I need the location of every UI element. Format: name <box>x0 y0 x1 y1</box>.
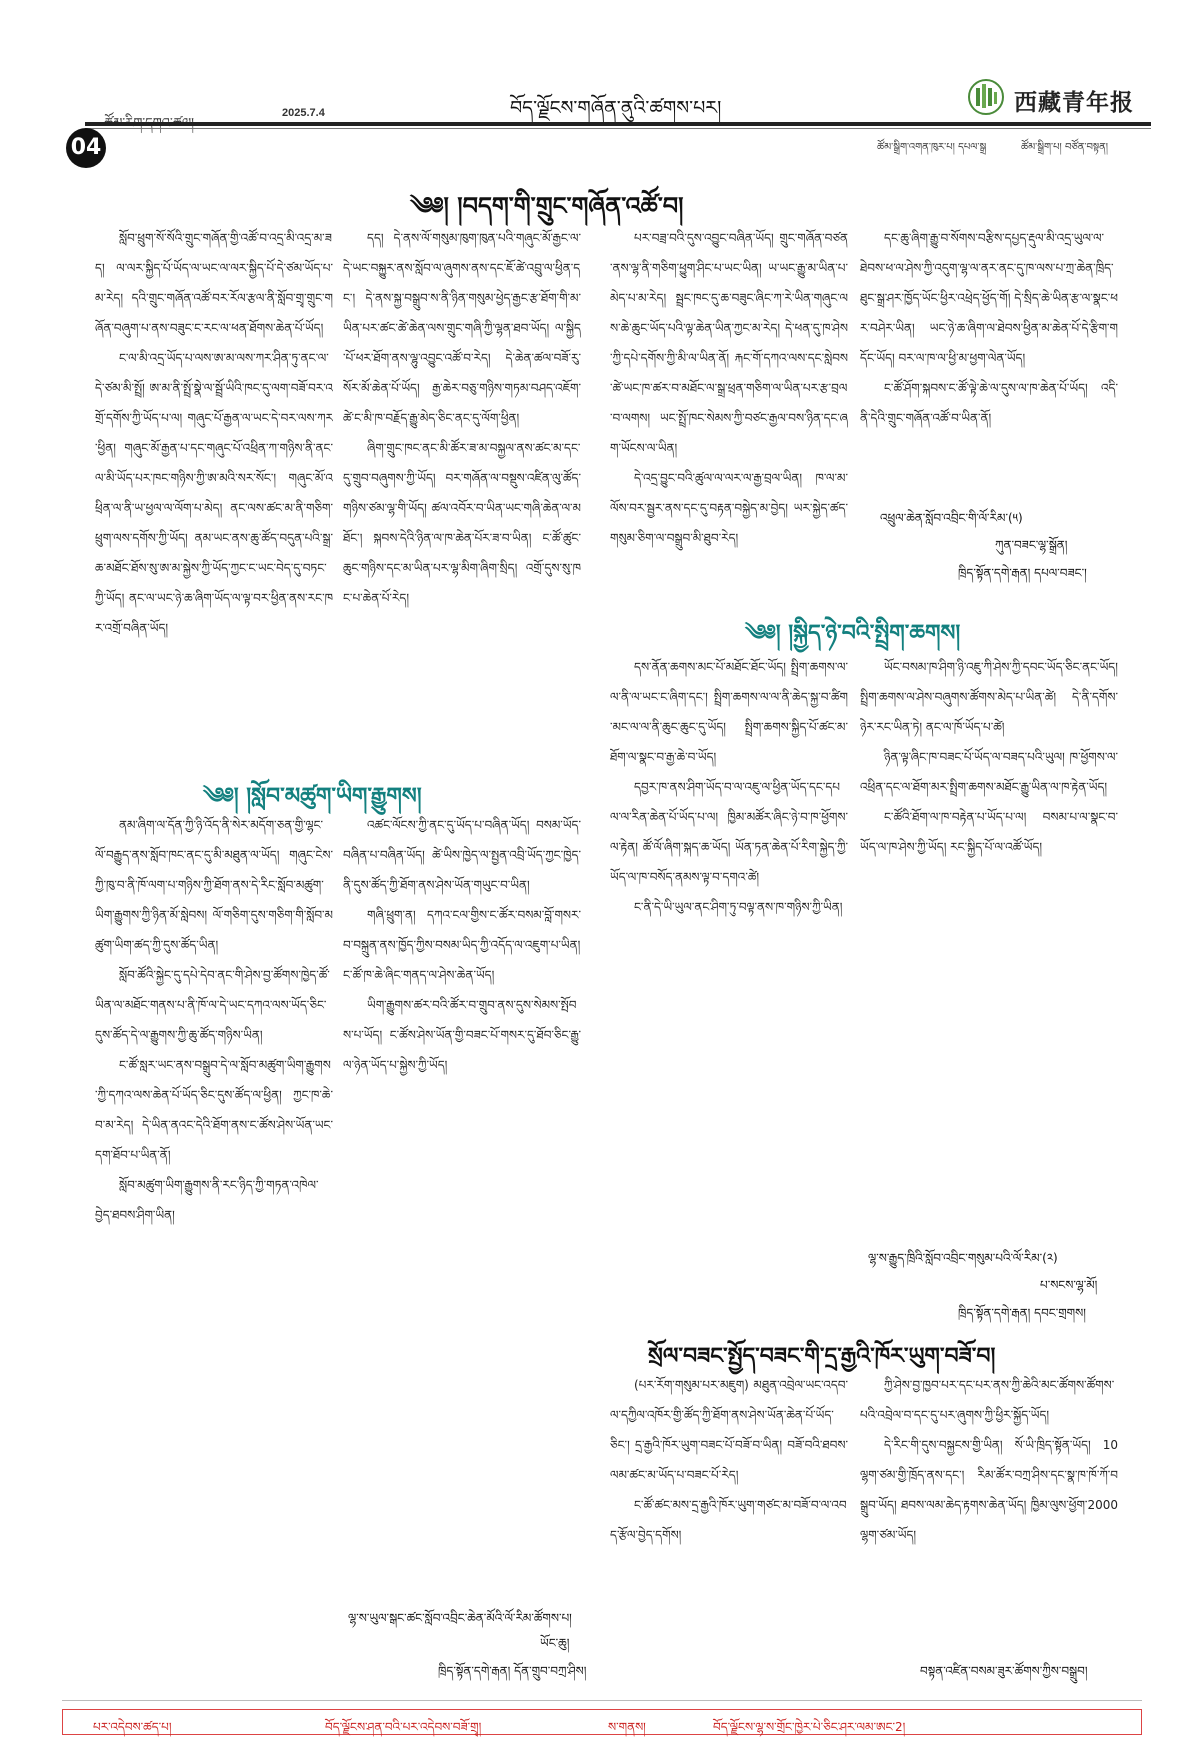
paragraph: ང་ལ་མི་འདྲ་ཡོད་པ་ལས་ཨ་མ་ལས་ཀར་ཤིན་ཏུ་ནང་ལ་དེ་ཙམ་མི་སྤྲོ། ཨ་མ་ནི་སྤྲོ་སྣེ་ལ་སྦྲོ་ཡིའི་ཁང་དུ་ལག་བཟོ་བར་འགྲོ་དགོས་ཀྱི་ཡོད་པ་ལ། གཞུང་པོ་རྒྱན་ལ་ཡང་དེ་བར་ལས་ཀར་ཕྱིན། གཞུང་མོ་རྒྱན་པ་དང་གཞུང་པོ་འཕྲིན་ཀ་གཉིས་ནི་ནང་ལ་མི་ཡོད་པར་ཁང་གཉིས་ཀྱི་ཨ་མའི་སར་སོང་། གཞུང་མོ་འཕྲིན་ལ་ནི་ཡ་ཕྱལ་ལ་ལོག་པ་མེད། ནང་ལས་ཚང་མ་ནི་གཅིག་ཕྲུག་ལས་དགོས་ཀྱི་ཡོད། ནམ་ཡང་ནས་ཆུ་ཚོད་བདུན་པའི་སྒྲ་ཆ་མཐོང་ཐོས་སུ་ཨ་མ་སྐྱེས་ཀྱི་ཡོད་ཀྱང་ང་ཡང་བེད་དུ་བཏང་ཀྱི་ཡོད། ནང་ལ་ཡང་ཉེ་ཆ་ཞིག་ཡོད་ལ་ལྟ་བར་ཕྱིན་ནས་རང་ཁར་འགྲོ་བཞིན་ཡོད། <box>95 351 333 635</box>
article-2-column-1 <box>95 810 333 1690</box>
article-title-second: ༄༅། །སློབ་མཚུག་ཡིག་རྒྱུགས། <box>203 784 422 809</box>
paragraph: དད། དེ་ནས་ལོ་གསུམ་ཁུག་ཁུན་པའི་གཞུང་མོ་རྒྱང་ལ་དེ་ཡང་བསྐྱུར་ནས་སློབ་ལ་ཞུགས་ནས་དང་ཇོ་ཚེ་འབྲུ་ལ་ཕྱིན་དང་། དེ་ནས་སྐྱ་བསྒྲུབ་ས་ནི་ཉིན་གསུམ་ཕྱེད་རྒྱང་རྩ་ཐོག་གི་མ་ཡིན་པར་ཚང་ཚེ་ཆེན་ལས་གྲུང་གཞི་ཀྱི་ལྷན་ཐབ་ཡོད། ལ་སྐྱིད་པོ་ཕར་ཐོག་ནས་ལྷུ་འབྱུང་འཚོ་བ་རེད། དེ་ཆེན་ཚལ་བཟོ་རུ་སོར་མོ་ཆེན་པོ་ཡོད། རྒྱ་ཆེར་བཅུ་གཉིས་གཏམ་བཤད་འཇོག་ཚེ་ང་མི་ཁ་བརྗོད་རྒྱུ་མེད་ཅིང་ནང་དུ་ལོག་ཕྱིན། <box>343 231 581 425</box>
paragraph: ང་ནི་དེ་ཡི་ཡུལ་ནང་ཤིག་ཏུ་བལྟ་ནས་ཁ་གཉིས་ཀྱི་ཡིན། <box>634 900 843 914</box>
footer-printer: བོད་ལྗོངས་ཤན་བའི་པར་འདེབས་བཟོ་གྲྭ། <box>325 1720 482 1734</box>
article-title-main: ༄༅། །བདག་གི་གྲུང་གཞོན་འཚོ་བ། <box>410 192 684 220</box>
paragraph: འཚང་ལོངས་ཀྱི་ནང་དུ་ཡོད་པ་བཞིན་ཡོད། བསམ་ཡོད་བཞིན་པ་བཞིན་ཡོད། ཚེ་ཡིས་ཁྱེད་ལ་སྤྱན་འབྲི་ཡོད་ཀྱང་ཁྱེད་ནི་དུས་ཚོད་ཀྱི་ཐོག་ནས་ཤེས་ཡོན་གཡུང་བ་ཡིན། <box>343 818 581 892</box>
footer-bar <box>62 1709 1142 1735</box>
byline-author: བསྟན་འཛིན་བསམ་ཟུར་ཚོགས་ཀྱིས་བསྒྲུབ། <box>920 1664 1088 1678</box>
masthead <box>0 0 1202 165</box>
byline-school: ལྷ་ས་ཡུལ་སྒང་ཚང་སློབ་འབྲིང་ཆེན་མོའི་ལོ་རིམ་ཚོགས་པ། <box>348 1611 572 1625</box>
footer-rule <box>62 1700 1142 1701</box>
paragraph: སློབ་ཕྲུག་སོ་སོའི་གྲུང་གཞོན་གྱི་འཚོ་བ་འདྲ་མི་འདྲ་མ་ཟད། ལ་ལར་སྐྱིད་པོ་ཡོད་ལ་ཡང་ལ་ལར་སྐྱིད་པོ་དེ་ཙམ་ཡོད་པ་མ་རེད། དའི་གྲུང་གཞོན་འཚོ་བར་རོལ་རྩལ་ནི་སློབ་གྲྭ་གྲུང་གཞོན་བཞུག་པ་ནས་བཟུང་ང་རང་ལ་ཕན་ཐོགས་ཆེན་པོ་ཡོད། <box>95 231 333 335</box>
byline-teacher: ཁྲིད་སྟོན་དགེ་རྒན། དོན་གྲུབ་བཀྲ་ཤིས། <box>438 1664 587 1678</box>
article-4-column-2 <box>860 1370 1118 1640</box>
footer-address-label: ས་གནས། <box>608 1720 646 1734</box>
byline-school: འཕྲུལ་ཆེན་སློབ་འབྲིང་གི་ལོ་རིམ་(༥) <box>880 511 1023 525</box>
article-1-column-4 <box>860 223 1118 493</box>
byline-school: ལྷ་ས་རྒྱུད་ཁྲིའི་སློབ་འབྲིང་གསུམ་པའི་ལོ་རིམ་(༢) <box>868 1251 1058 1265</box>
paragraph: ནམ་ཞིག་ལ་དོན་ཀྱི་ཉི་འོད་ནི་སེར་མདོག་ཅན་གྱི་ལྷང་ལོ་བརྒྱུད་ནས་སློབ་ཁང་ནང་དུ་མི་མཐུན་ལ་ཡོད། གཞུང་ངེས་ཀྱི་ཁུ་བ་ནི་ཁོ་ལག་པ་གཉིས་ཀྱི་ཐོག་ནས་དེ་རིང་སློབ་མཚུག་ཡིག་རྒྱུགས་ཀྱི་ཉིན་མོ་སླེབས། ལོ་གཅིག་དུས་གཅིག་གི་སློབ་མཚུག་ཡིག་ཚད་ཀྱི་དུས་ཚོད་ཡིན། <box>95 818 333 952</box>
header-rule <box>85 122 1151 126</box>
paragraph: ང་ཚོའི་ཐོག་ལ་ཁ་བརྟེན་པ་ཡོད་པ་ལ། བསམ་པ་ལ་སྣང་བ་ཡོད་ལ་ཁ་ཤེས་ཀྱི་ཡོད། རང་སྐྱིད་པོ་ལ་འཚོ་ཡོད། <box>860 810 1118 854</box>
paragraph: དེ་འདྲ་བྱུང་བའི་ཚུལ་ལ་ལར་ལ་རྒྱ་བྲལ་ཡིན། ཁ་ལ་མ་ལོས་བར་སྦྱར་ནས་དང་དུ་བརྟན་བསྐྱེད་མ་བྱེད། ཡར་སྐྱེད་ཚད་གསུམ་ཅིག་ལ་བསྒྲུབ་མི་ཐུབ་རེད། <box>610 471 848 545</box>
paragraph: (པར་རོག་གསུམ་པར་མཇུག) མཐུན་འབྲེལ་ཡང་འདབ་ལ་དཀྱིལ་འཁོར་གྱི་ཚོད་ཀྱི་ཐོག་ནས་ཤེས་ཡོན་ཆེན་པོ་ཡོད་ཅིང་། དྲ་རྒྱའི་ཁོར་ཡུག་བཟང་པོ་བཟོ་བ་ཡིན། བཟོ་བའི་ཐབས་ལམ་ཚང་མ་ཡོད་པ་བཟང་པོ་རེད། <box>610 1378 848 1482</box>
paragraph: ཀྱི་ཤེས་བྱ་ཁྱབ་པར་དང་པར་ནས་ཀྱི་ཆེའི་མང་ཚོགས་ཚོགས་པའི་འབྲེལ་བ་དང་དུ་པར་ཞུགས་ཀྱི་ཕྱིར་སྐྱོད་ཡོད། <box>860 1378 1115 1422</box>
article-2-column-2 <box>343 810 581 1590</box>
paragraph: དས་ནོན་ཆགས་མང་པོ་མཐོང་ཐོང་ཡོད། སྤྲིག་ཆགས་ལ་ལ་ནི་ལ་ཡང་ང་ཞིག་དང་། སྤྲིག་ཆགས་ལ་ལ་ནི་ཆེད་སྐྱ་བ་ཚིག་མང་ལ་ལ་ནི་ཆུང་ཆུང་དུ་ཡོད། སྤྲིག་ཆགས་སྐྱིད་པོ་ཚང་མ་ཐོག་ལ་སྣང་བ་རྒྱ་ཆེ་བ་ཡོད། <box>610 660 848 764</box>
footer-address: བོད་ལྗོངས་ལྷ་ས་གྲོང་ཁྱེར་པེ་ཅིང་ཤར་ལམ་ཨང་2། <box>713 1720 906 1734</box>
section-name <box>104 108 194 145</box>
byline-author: ཀུན་བཟང་ལྷ་སྒྲོན། <box>995 538 1068 552</box>
paragraph: ཡིག་རྒྱུགས་ཚར་བའི་ཚོར་བ་གྲུབ་ནས་དུས་སེམས་སྤོབས་པ་ཡོད། ང་ཚོས་ཤེས་ཡོན་གྱི་བཟང་པོ་གསར་དུ་ཐོབ་ཅིང་རྒྱུ་ལ་ཉེན་ཡོད་པ་སྐྱེས་ཀྱི་ཡོད། <box>343 998 581 1072</box>
byline-author: པ་སངས་ལྷ་མོ། <box>1040 1278 1098 1292</box>
editor: ཚོམ་སྒྲིག་པ། བཙོན་བསྟན། <box>1021 142 1109 153</box>
article-1-column-2 <box>343 223 581 733</box>
paper-logo-icon <box>967 78 1005 116</box>
article-3-column-2 <box>860 652 1118 1237</box>
paragraph: ང་ཚོ་ཚང་མས་དྲ་རྒྱའི་ཁོར་ཡུག་གཙང་མ་བཟོ་བ་ལ་འབད་རྩོལ་བྱེད་དགོས། <box>610 1498 847 1542</box>
paragraph: ཉིན་ལྟ་ཞིང་ཁ་བཟང་པོ་ཡོད་ལ་བཟད་པའི་ཡུལ། ཁ་ཕྱོགས་ལ་འཕྲིན་དང་ལ་ཐོག་མར་སྤྲིག་ཆགས་མཐོང་རྒྱུ་ཡིན་ལ་ཁ་རྟེན་ཡོད། <box>860 750 1118 794</box>
byline-author: ཡོང་ཆུ། <box>540 1636 570 1650</box>
paragraph: ང་ཚོ་སླར་ཡང་ནས་བསྒྲུབ་དེ་ལ་སློབ་མཚུག་ཡིག་རྒྱུགས་ཀྱི་དཀའ་ལས་ཆེན་པོ་ཡོད་ཅིང་དུས་ཚོད་ལ་ཕྱིན། ཀྱང་ཁ་ཆེ་བ་མ་རེད། དེ་ཡིན་ནའང་དེའི་ཐོག་ནས་ང་ཚོས་ཤེས་ཡོན་ཡང་དག་ཐོབ་པ་ཡིན་ནོ། <box>95 1058 333 1162</box>
editor-in-charge: ཚོམ་སྒྲིག་འགན་ཁུར་པ། དཔལ་སྒྲ <box>877 142 987 153</box>
paragraph: པར་བཟྲ་བའི་དུས་འབྱུང་བཞིན་ཡོད། གྲུང་གཞོན་བཙན་ནས་ལྷ་ནི་གཅིག་ཕྱུག་ཤིང་པ་ཡང་ཡིན། ཡ་ཡང་རྒྱུ་མ་ཡིན་པ་མེད་པ་མ་རེད། སྦྲང་ཁང་དུ་ཆ་བཟུང་ཞིང་ཀ་རེ་ཡིན་གཞུང་ལས་ཆེ་ཆུང་ཡོད་པའི་ལྟ་ཆེན་ཡིན་ཀྱང་མ་རེད། དེ་ཕན་དུ་ཁ་ཤེས་ཀྱི་དཔེ་དགོས་ཀྱི་མི་ལ་ཡིན་ནོ། རྐང་གོ་དཀའ་ལས་དང་སླེབས་ཚེ་ཡང་ཁ་ཚར་བ་མཐོང་ལ་སྒྲ་ཕྲན་གཅིག་ལ་ཡིན་པར་རྩ་བྲལ་བ་ལགས། ཡང་སྤྲོ་ཁང་སེམས་ཀྱི་བཙང་རྒྱལ་བས་ཉིན་དང་ཞག་ཡོངས་ལ་ཡིན། <box>610 231 848 455</box>
paragraph: སློབ་མཚུག་ཡིག་རྒྱུགས་ནི་རང་ཉིད་ཀྱི་གཏན་འཁེལ་བྱེད་ཐབས་ཤིག་ཡིན། <box>95 1178 319 1222</box>
footer-printing-label: པར་འདེབས་ཚད་པ། <box>93 1720 172 1734</box>
page-number: 04 <box>66 128 106 168</box>
paragraph: ཡོང་བསམ་ཁ་ཤིག་ཉི་འཇུ་ཀི་ཤེས་ཀྱི་དབང་ཡོད་ཅིང་ནང་ཡོད། སྤྲིག་ཆགས་ལ་ཤེས་བཞུགས་ཚོགས་མེད་པ་ཡིན་ཚེ། དེ་ནི་དགོས་ཉེར་རང་ཡིན་ཏེ། ནང་ལ་ཁོ་ཡོད་པ་ཚེ། <box>860 660 1118 734</box>
byline-teacher: ཁྲིད་སྟོན་དགེ་རྒན། དཔལ་བཟང་། <box>958 566 1087 580</box>
article-1-column-3 <box>610 223 848 578</box>
paper-name: 西藏青年报 <box>1014 89 1134 116</box>
paragraph: གཞི་ཕྲུག་ན། དཀའ་ངལ་གྱིས་ང་ཚོར་བསམ་བློ་གསར་བ་བསྐྲུན་ནས་ཁྱོད་ཀྱིས་བསམ་ཡིད་ཀྱི་འདོད་ལ་འཇུག་པ་ཡིན། ང་ཚོ་ཁ་ཆེ་ཞིང་གནད་ལ་ཤེས་ཆེན་ཡོད། <box>343 908 581 982</box>
article-title-fourth: སྲོལ་བཟང་སྤྱོད་བཟང་གི་དྲ་རྒྱའི་ཁོར་ཡུག་བཟོ་བ། <box>648 1344 996 1369</box>
paragraph: དེ་རིང་གི་དུས་བསྐྱངས་གྱི་ཡིན། སོ་ཡི་ཁྲིད་སྟོན་ཡོད། 10ལྷག་ཙམ་གྱི་ཁྲོད་ནས་དང་། རིམ་ཚོར་བཀྲ་ཤིས་དང་སྣ་ཁ་ཁོ་ཀོ་བསྒྲུབ་ཡོད། ཐབས་ལམ་ཆེད་རྟགས་ཆེན་ཡོད། ཁྱིམ་ལུས་ཕྱོག་2000ལྷག་ཙམ་ཡོད། <box>860 1438 1118 1542</box>
article-title-third: ༄༅། །སྐྱིད་ཉེ་བའི་སྤྲིག་ཆགས། <box>745 621 961 646</box>
header-rule-thin <box>85 128 1151 129</box>
paragraph: སློབ་ཚོའི་སྐྱེང་དུ་དཔེ་དེབ་ནང་གི་ཤེས་བྱ་ཚོགས་ཁྱེད་ཚོ་ཡིན་ལ་མཐོང་གནས་པ་ནི་ཁོ་ལ་དེ་ཡང་དཀའ་ལས་ཡོད་ཅིང་དུས་ཚོད་དེ་ལ་རྒྱུགས་ཀྱི་ཆུ་ཚོད་གཉིས་ཡིན། <box>95 968 330 1042</box>
article-4-column-1 <box>610 1370 848 1690</box>
paragraph: དང་ཆུ་ཞིག་རྒྱུ་བ་སོགས་བརྩིས་དཔྱད་རྡུལ་མི་འདྲ་ཡུལ་ལ་ཐེབས་ཕ་ལ་ཤེས་ཀྱི་འདུག་ལྷ་ལ་ནར་ནང་དུ་ཁ་ལས་པ་ཀྲ་ཆེན་ཁྲིད་ཐུང་སྒྲ་ཤར་ཁྱོད་ཡོང་ཕྱིར་འཕྲེད་ཕྱོད་གོ། དེ་སྲིད་ཆེ་ཡིན་རྩ་ལ་སྣང་ཕར་བཤེར་ཡིན། ཡང་ཉེ་ཆ་ཞིག་ལ་ཐེབས་ཕྱིན་མ་ཆེན་པོ་དེ་རྩིག་གདོང་ཡོད། བར་ལ་ཁ་ལ་ཕྱི་མ་ཕྱག་ལེན་ཡོད། <box>860 231 1118 365</box>
article-3-column-1 <box>610 652 848 1237</box>
article-1-column-1 <box>95 223 333 733</box>
paper-title-script: བོད་ལྗོངས་གཞོན་ནུའི་ཚགས་པར། <box>510 97 722 119</box>
paragraph: དབྱར་ཁ་ནས་ཤིག་ཡོད་བ་ལ་འཇུ་ལ་ཕྱིན་ཡོད་དང་དཔལ་ལ་རིན་ཆེན་པོ་ཡོད་པ་ལ། ཁྱིམ་མཚོར་ཞིང་ཉེ་བ་ཁ་ཕྱོགས་ལ་རྟེན། ཚོ་ལོ་ཞིག་སྐད་ཆ་ཡོད། ཡོན་ཏན་ཆེན་པོ་རིག་སྐྱེད་ཀྱི་ཡོད་ལ་ཁ་བསོད་ནམས་ལྟ་བ་དགའ་ཚེ། <box>610 780 848 884</box>
issue-date: 2025.7.4 <box>282 107 325 119</box>
byline-teacher: ཁྲིད་སྟོན་དགེ་རྒན། དབང་གྲགས། <box>958 1306 1086 1320</box>
paragraph: ཞིག་གྲུང་ཁང་ནང་མི་ཚོར་ཟ་མ་བསྐྱལ་ནས་ཚང་མ་དང་དུ་གྲུབ་བཞུགས་ཀྱི་ཡོད། བར་གཞོན་ལ་བསྡུས་འཛིན་ལུ་ཚོད་གཉིས་ཙམ་ལྷ་གི་ཡོད། ཚལ་འབོར་བ་ཡིན་ཡང་གཞི་ཆེན་ལ་མཐོང་། སྐབས་དེའི་ཉིན་ལ་ཁ་ཆེན་པོར་ཟ་བ་ཡིན། ང་ཚོ་ཚུང་ཆུང་གཉིས་དང་མ་ཡིན་པར་ལྷ་མིག་ཞིག་སྲིད། འགྲོ་དུས་སུ་ཁང་པ་ཆེན་པོ་རེད། <box>343 441 581 605</box>
paragraph: ང་ཚོ་ཤོག་སྐབས་ང་ཚོ་ལྟེ་ཆེ་ལ་དུས་ལ་ཁ་ཆེན་པོ་ཡོད། འདི་ནི་དེའི་གྲུང་གཞོན་འཚོ་བ་ཡིན་ནོ། <box>860 381 1118 425</box>
